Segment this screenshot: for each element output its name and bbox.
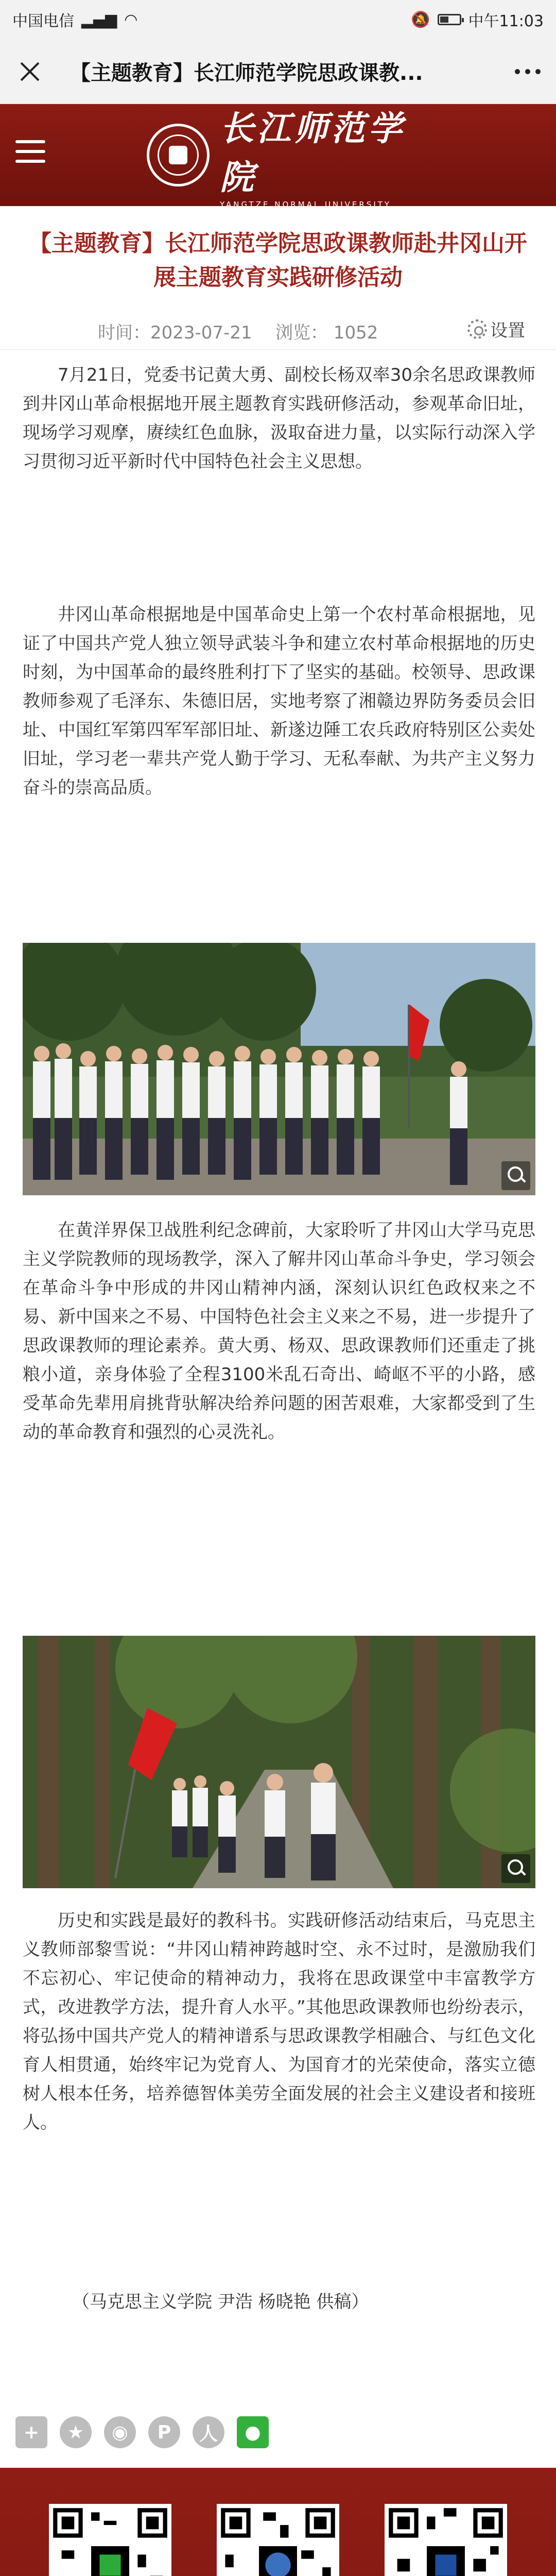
close-icon[interactable] (15, 57, 44, 86)
article-paragraph: 7月21日，党委书记黄大勇、副校长杨双率30余名思政课教师到井冈山革命根据地开展主题教育实践研修活动，参观革命旧址，现场学习观摩，赓续红色血脉，汲取奋进力量，以实际行动深入学习贯彻习近平新时代中国特色社会主义思想。 (23, 365, 535, 472)
article-paragraph: 井冈山革命根据地是中国革命史上第一个农村革命根据地，见证了中国共产党人独立领导武装斗争和建立农村革命根据地的历史时刻，为中国革命的最终胜利打下了坚实的基础。校领导、思政课教师参观了毛泽东、朱德旧居，实地考察了湘赣边界防务委员会旧址、中国红军第四军军部旧址、新遂边陲工农兵政府特别区公卖处旧址，学习老一辈共产党人勤于学习、无私奉献、为共产主义努力奋斗的崇高品质。 (23, 604, 535, 798)
education-platform-qr-code[interactable] (385, 2504, 507, 2576)
logo-chinese-name: 长江师范学院 (220, 108, 405, 197)
pinterest-icon[interactable]: P (148, 2416, 180, 2448)
zoom-icon[interactable] (501, 1854, 530, 1883)
publish-time: 时间：2023-07-21 (98, 323, 252, 343)
browser-titlebar (0, 39, 556, 104)
article-photo-path[interactable] (23, 1636, 535, 1888)
status-bar (0, 0, 556, 39)
carrier-label: 中国电信 (12, 12, 74, 30)
settings-button[interactable] (467, 316, 525, 342)
view-count: 浏览： 1052 (275, 323, 378, 343)
divider (0, 349, 556, 350)
article-photo-group[interactable] (23, 943, 535, 1195)
path-photo-image (23, 1636, 535, 1888)
weibo-qr-code[interactable] (217, 2504, 339, 2576)
menu-icon[interactable] (15, 140, 45, 166)
people-icon[interactable]: 人 (193, 2416, 224, 2448)
settings-label: 设置 (490, 320, 525, 341)
more-icon[interactable] (515, 69, 541, 74)
site-logo[interactable] (147, 108, 435, 209)
site-header (0, 104, 556, 209)
signal-icon: ▂▄▆ (81, 10, 117, 29)
wifi-icon: ◠ (124, 10, 138, 29)
logo-english-name: YANGTZE NORMAL UNIVERSITY (220, 200, 392, 209)
wechat-icon[interactable]: ● (237, 2416, 269, 2448)
article-meta (0, 314, 556, 345)
battery-icon (438, 14, 461, 25)
article-credit: （马克思主义学院 尹浩 杨晓艳 供稿） (72, 2292, 369, 2312)
zoom-icon[interactable] (501, 1161, 530, 1190)
article-title: 【主题教育】长江师范学院思政课教师赴井冈山开展主题教育实践研修活动 (29, 230, 527, 291)
clock-label: 中午11:03 (468, 12, 544, 30)
favorite-star-icon[interactable]: ★ (60, 2416, 92, 2448)
mute-icon: 🔕 (411, 10, 430, 29)
article-paragraph: 在黄洋界保卫战胜利纪念碑前，大家聆听了井冈山大学马克思主义学院教师的现场教学，深入了解井冈山革命斗争史，学习领会在革命斗争中形成的井冈山精神内涵，深刻认识红色政权来之不易、新中国来之不易、中国特色社会主义来之不易，进一步提升了思政课教师的理论素养。黄大勇、杨双、思政课教师们还重走了挑粮小道，亲身体验了全程3100米乱石奇出、崎岖不平的小路，感受革命先辈用肩挑背驮解决给养问题的困苦艰难，大家都受到了生动的革命教育和强烈的心灵洗礼。 (23, 1220, 535, 1443)
university-seal-icon (147, 124, 210, 187)
site-footer (0, 2468, 556, 2576)
page-title: 【主题教育】长江师范学院思政课教... (70, 61, 423, 85)
weibo-icon[interactable]: ◉ (104, 2416, 136, 2448)
share-bar (15, 2416, 269, 2448)
wechat-qr-code[interactable] (49, 2504, 171, 2576)
gear-icon (467, 319, 487, 339)
add-share-icon[interactable]: + (15, 2416, 47, 2448)
group-photo-image (23, 943, 535, 1195)
article-paragraph: 历史和实践是最好的教科书。实践研修活动结束后，马克思主义教师部黎雪说：“井冈山精神跨越时空、永不过时，是激励我们不忘初心、牢记使命的精神动力，我将在思政课堂中丰富教学方式，改进教学方法，提升育人水平。”其他思政课教师也纷纷表示，将弘扬中国共产党人的精神谱系与思政课教学相融合、与红色文化育人相贯通，始终牢记为党育人、为国育才的光荣使命，落实立德树人根本任务，培养德智体美劳全面发展的社会主义建设者和接班人。 (23, 1910, 535, 2133)
